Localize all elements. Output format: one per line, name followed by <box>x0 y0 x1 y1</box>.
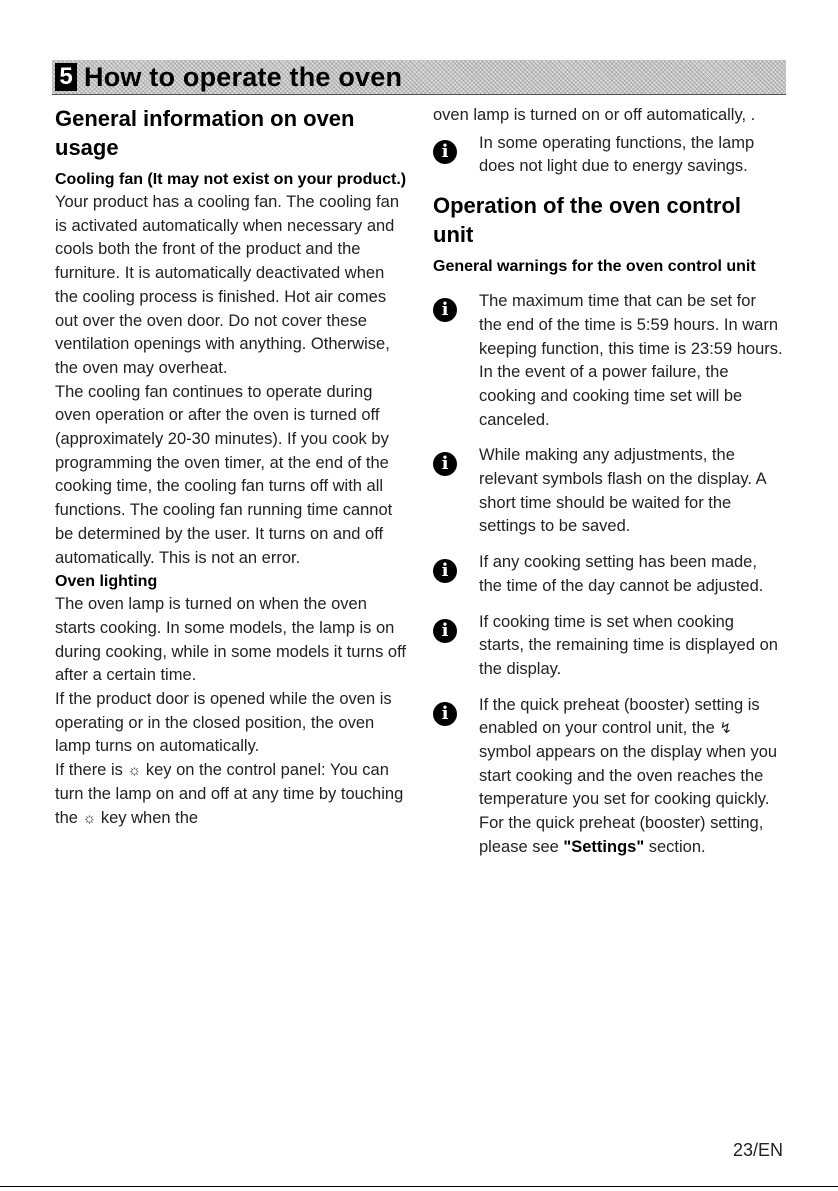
lighting-paragraph-3 <box>55 759 410 830</box>
section-heading-control-unit: Operation of the oven control unit <box>433 193 742 248</box>
booster-part-c: section. <box>648 837 706 856</box>
note-booster <box>433 694 783 860</box>
chapter-header <box>52 60 786 95</box>
lighting-p3-part-a: If there is <box>55 761 123 780</box>
note-booster-text <box>479 694 783 860</box>
note-time-of-day <box>433 551 783 598</box>
info-icon: i <box>433 619 457 643</box>
right-column <box>433 104 783 872</box>
cooling-paragraph-2: The cooling fan continues to operate during oven operation or after the oven is turned off (approximately 20-30 minutes). If you cook by programming the oven timer, at the end of the cooking time, the cooling fan turns off with all functions. The cooling fan running time cannot be determined by the user. It turns on and off automatically. This is not an error. <box>55 382 393 567</box>
subheading-general-warnings: General warnings for the oven control unit <box>433 258 756 276</box>
subheading-cooling-fan: Cooling fan (It may not exist on your product.) <box>55 171 407 188</box>
lamp-icon: ☼ <box>127 762 142 780</box>
chapter-title: How to operate the oven <box>84 62 403 92</box>
note-adjustments <box>433 444 783 539</box>
booster-part-b: symbol appears on the display when you start cooking and the oven reaches the temperature you set for cooking quickly. For the quick preheat (booster) setting, please see <box>479 743 778 856</box>
left-column <box>55 104 410 830</box>
booster-part-a: If the quick preheat (booster) setting is enabled on your control unit, the <box>479 695 760 738</box>
bottom-rule <box>0 1186 838 1187</box>
note-max-time <box>433 290 783 432</box>
cooling-paragraph-1: Your product has a cooling fan. The cooling fan is activated automatically when necessary and cools both the front of the product and the furniture. It is automatically deactivated when the cooling process is finished. Hot air comes out over the oven door. Do not cover these ventilation openings with anything. Otherwise, the oven may overheat. <box>55 193 399 377</box>
note-text: While making any adjustments, the relevant symbols flash on the display. A short time should be waited for the settings to be saved. <box>479 446 766 536</box>
page-number: 23/EN <box>732 1140 783 1160</box>
note-energy <box>433 132 783 179</box>
note-remaining-time <box>433 611 783 682</box>
info-icon: i <box>433 702 457 726</box>
section-heading-general: General information on oven usage <box>55 106 355 160</box>
continued-paragraph: oven lamp is turned on or off automatically, . <box>433 106 756 124</box>
lighting-p3-part-b: key on the control panel: You can turn the lamp on and off at any time by touching the <box>55 761 404 827</box>
note-text: The maximum time that can be set for the end of the time is 5:59 hours. In warn keeping function, this time is 23:59 hours. In the event of a power failure, the cooking and cooking time set will be canceled. <box>479 292 783 429</box>
note-text: If any cooking setting has been made, the time of the day cannot be adjusted. <box>479 553 764 595</box>
lighting-paragraph-2: If the product door is opened while the oven is operating or in the closed position, the oven lamp turns on automatically. <box>55 690 392 756</box>
note-energy-text: In some operating functions, the lamp does not light due to energy savings. <box>479 133 755 176</box>
settings-reference: "Settings" <box>563 837 645 856</box>
lighting-paragraph-1: The oven lamp is turned on when the oven starts cooking. In some models, the lamp is on during cooking, while in some models it turns off after a certain time. <box>55 595 406 685</box>
booster-symbol-icon: ↯ <box>719 720 732 738</box>
info-icon: i <box>433 559 457 583</box>
lamp-icon: ☼ <box>82 809 97 827</box>
chapter-number: 5 <box>55 63 77 91</box>
subheading-oven-lighting: Oven lighting <box>55 573 158 591</box>
lighting-p3-part-c: key when the <box>100 808 199 827</box>
info-icon: i <box>433 140 457 164</box>
info-icon: i <box>433 452 457 476</box>
info-icon: i <box>433 298 457 322</box>
note-text: If cooking time is set when cooking starts, the remaining time is displayed on the display. <box>479 612 778 678</box>
